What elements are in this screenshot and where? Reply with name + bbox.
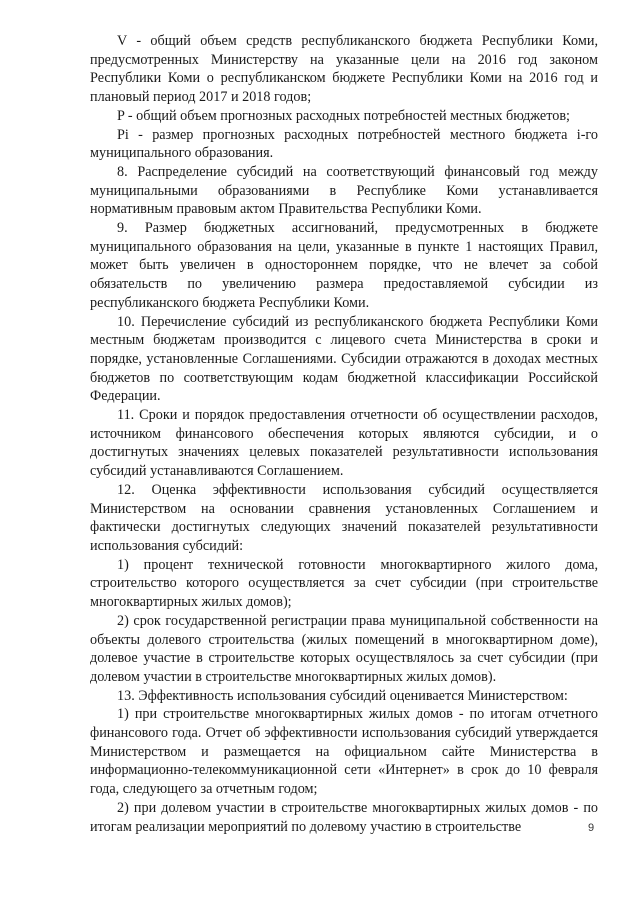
document-body [90,32,598,836]
paragraph-item-13-sub-1: 1) при строительстве многоквартирных жилых домов - по итогам отчетного финансового года. Отчет об эффективности использования субсидий утверждается Министерством и размещается на официальном сайте Министерства в информационно-телекоммуникационной сети «Интернет» в срок до 10 февраля года, следующего за отчетным годом; [90,706,598,798]
paragraph-item-11: 11. Сроки и порядок предоставления отчетности об осуществлении расходов, источником финансового обеспечения которых являются субсидии, и о достигнутых значениях целевых показателей результативности использования субсидий устанавливаются Соглашением. [90,407,598,480]
paragraph-item-13-sub-2: 2) при долевом участии в строительстве многоквартирных жилых домов - по итогам реализации мероприятий по долевому участию в строительстве [90,799,598,835]
page-number: 9 [588,822,595,834]
paragraph-item-10: 10. Перечисление субсидий из республиканского бюджета Республики Коми местным бюджетам производится с лицевого счета Министерства в сроки и порядке, установленные Соглашениями. Субсидии отражаются в доходах местных бюджетов по соответствующим кодам бюджетной классификации Российской Федерации. [90,313,598,405]
paragraph-item-9: 9. Размер бюджетных ассигнований, предусмотренных в бюджете муниципального образования на цели, указанные в пункте 1 настоящих Правил, может быть увеличен в одностороннем порядке, что не влечет за собой обязательств по увеличению размера предоставляемой субсидии из республиканского бюджета Республики Коми. [90,220,598,311]
paragraph-item-13: 13. Эффективность использования субсидий оценивается Министерством: [117,687,568,704]
paragraph-item-12-sub-1: 1) процент технической готовности многоквартирного жилого дома, строительство которого осуществляется за счет субсидии (при строительстве многоквартирных жилых домов); [90,556,598,611]
paragraph-item-8: 8. Распределение субсидий на соответствующий финансовый год между муниципальными образованиями в Республике Коми устанавливается нормативным правовым актом Правительства Республики Коми. [90,163,598,218]
paragraph-p-definition: P - общий объем прогнозных расходных потребностей местных бюджетов; [117,107,570,124]
paragraph-item-12: 12. Оценка эффективности использования субсидий осуществляется Министерством на основании сравнения установленных Соглашением и фактически достигнутых следующих значений показателей результативности использования субсидий: [90,481,598,554]
paragraph-item-12-sub-2: 2) срок государственной регистрации права муниципальной собственности на объекты долевого строительства (жилых помещений в многоквартирном доме), долевое участие в строительстве которых осуществлялось за счет субсидии (при долевом участии в строительстве многоквартирных жилых домов). [90,612,598,685]
paragraph-pi-definition: Pi - размер прогнозных расходных потребностей местного бюджета i-го муниципального образования. [90,126,598,162]
paragraph-v-definition: V - общий объем средств республиканского бюджета Республики Коми, предусмотренных Министерству на указанные цели на 2016 год законом Республики Коми о республиканском бюджете Республики Коми на 2016 год и плановый период 2017 и 2018 годов; [90,33,598,106]
